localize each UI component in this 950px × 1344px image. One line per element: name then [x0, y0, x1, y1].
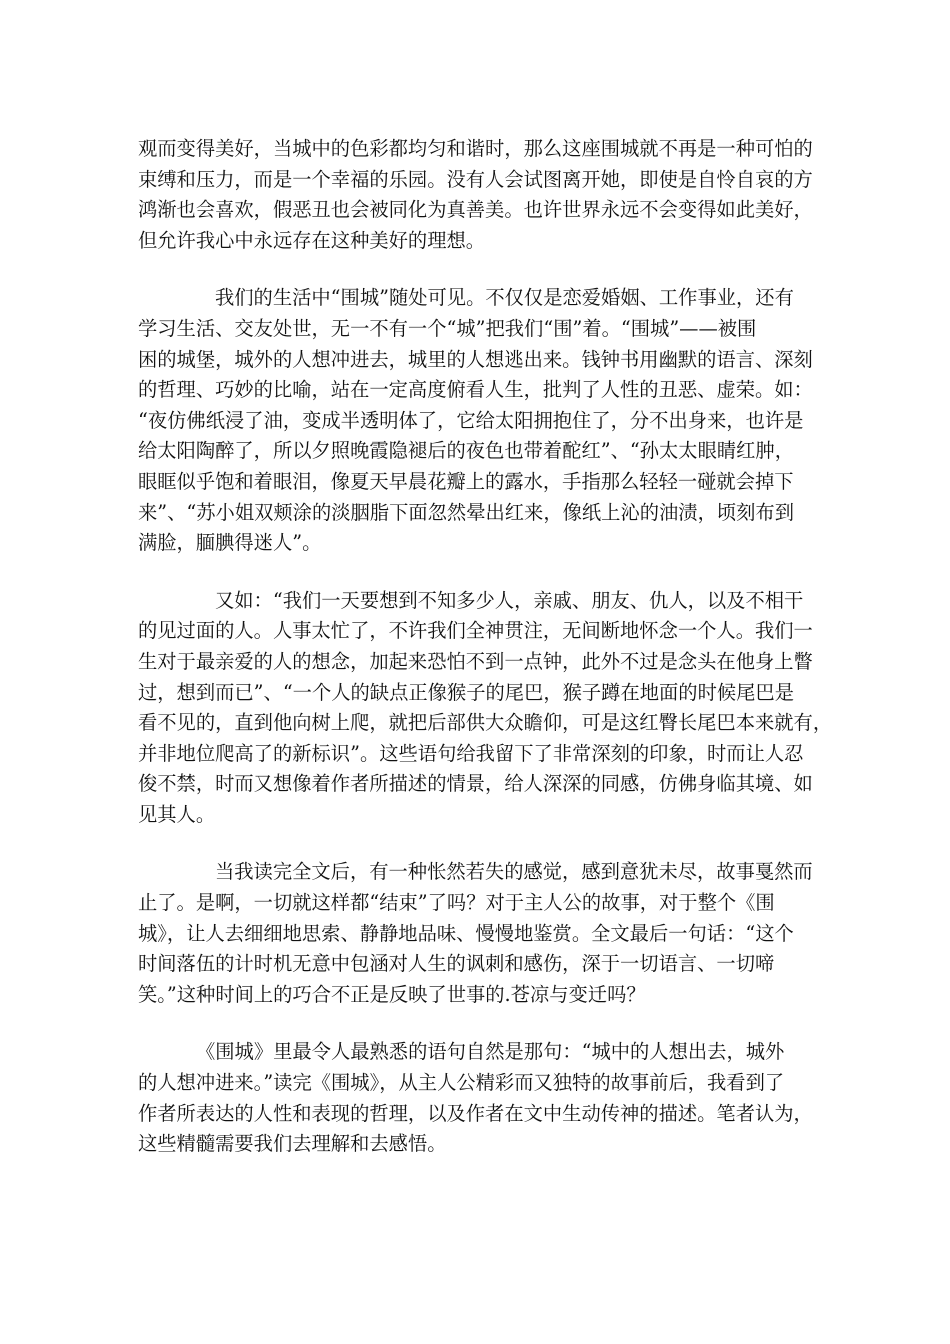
text-line: 的人想冲进来。”读完《围城》，从主人公精彩而又独特的故事前后，我看到了: [138, 1071, 785, 1095]
text-line: 的见过面的人。人事太忙了，不许我们全神贯注，无间断地怀念一个人。我们一: [138, 619, 813, 643]
text-line: 俊不禁，时而又想像着作者所描述的情景，给人深深的同感，仿佛身临其境、如: [138, 772, 813, 796]
text-line: “夜仿佛纸浸了油，变成半透明体了，它给太阳拥抱住了，分不出身来，也许是: [138, 408, 804, 432]
paragraph-5: [138, 1037, 818, 1159]
paragraph-2: [138, 283, 818, 558]
text-line: 满脸，腼腆得迷人”。: [138, 531, 322, 555]
text-line: 束缚和压力，而是一个幸福的乐园。没有人会试图离开她，即使是自怜自哀的方: [138, 167, 813, 191]
text-line: 观而变得美好，当城中的色彩都均匀和谐时，那么这座围城就不再是一种可怕的: [138, 137, 813, 160]
text-line: 这些精髓需要我们去理解和去感悟。: [138, 1132, 447, 1156]
text-line: 鸿渐也会喜欢，假恶丑也会被同化为真善美。也许世界永远不会变得如此美好，: [138, 198, 813, 222]
paragraph-1: [138, 134, 818, 256]
text-line: 生对于最亲爱的人的想念，加起来恐怕不到一点钟，此外不过是念头在他身上瞥: [138, 649, 813, 673]
text-line: 笑。”这种时间上的巧合不正是反映了世事的.苍凉与变迁吗？: [138, 982, 646, 1006]
text-line: 眼眶似乎饱和着眼泪，像夏天早晨花瓣上的露水，手指那么轻轻一碰就会掉下: [138, 469, 794, 493]
text-line: 又如：“我们一天要想到不知多少人，亲戚、朋友、仇人，以及不相干: [215, 588, 804, 612]
text-line: 看不见的，直到他向树上爬，就把后部供大众瞻仰，可是这红臀长尾巴本来就有，: [138, 711, 833, 735]
text-line: 但允许我心中永远存在这种美好的理想。: [138, 228, 486, 252]
text-line: 《围城》里最令人最熟悉的语句自然是那句：“城中的人想出去，城外: [196, 1040, 785, 1064]
text-line: 我们的生活中“围城”随处可见。不仅仅是恋爱婚姻、工作事业，还有: [215, 286, 794, 310]
text-line: 并非地位爬高了的新标识”。这些语句给我留下了非常深刻的印象，时而让人忍: [138, 741, 804, 765]
text-line: 见其人。: [138, 802, 216, 826]
document-page: [138, 134, 833, 1187]
text-line: 困的城堡，城外的人想冲进去，城里的人想逃出来。钱钟书用幽默的语言、深刻: [138, 347, 813, 371]
text-line: 来”、“苏小姐双颊涂的淡胭脂下面忽然晕出红来，像纸上沁的油渍，顷刻布到: [138, 500, 794, 524]
paragraph-4: [138, 857, 818, 1010]
text-line: 过，想到而已”、“一个人的缺点正像猴子的尾巴，猴子蹲在地面的时候尾巴是: [138, 680, 794, 704]
text-line: 城》，让人去细细地思索、静静地品味、慢慢地鉴赏。全文最后一句话：“这个: [138, 921, 794, 945]
text-line: 止了。是啊，一切就这样都“结束”了吗？对于主人公的故事，对于整个《围: [138, 891, 775, 915]
text-line: 学习生活、交友处世，无一不有一个“城”把我们“围”着。“围城”——被围: [138, 316, 757, 340]
text-line: 时间落伍的计时机无意中包涵对人生的讽刺和感伤，深于一切语言、一切啼: [138, 952, 775, 976]
paragraph-3: [138, 586, 833, 831]
text-line: 的哲理、巧妙的比喻，站在一定高度俯看人生，批判了人性的丑恶、虚荣。如：: [138, 378, 813, 402]
text-line: 作者所表达的人性和表现的哲理，以及作者在文中生动传神的描述。笔者认为，: [138, 1101, 813, 1125]
text-line: 当我读完全文后，有一种怅然若失的感觉，感到意犹未尽，故事戛然而: [215, 860, 813, 884]
text-line: 给太阳陶醉了，所以夕照晚霞隐褪后的夜色也带着酡红”、“孙太太眼睛红肿，: [138, 439, 794, 463]
